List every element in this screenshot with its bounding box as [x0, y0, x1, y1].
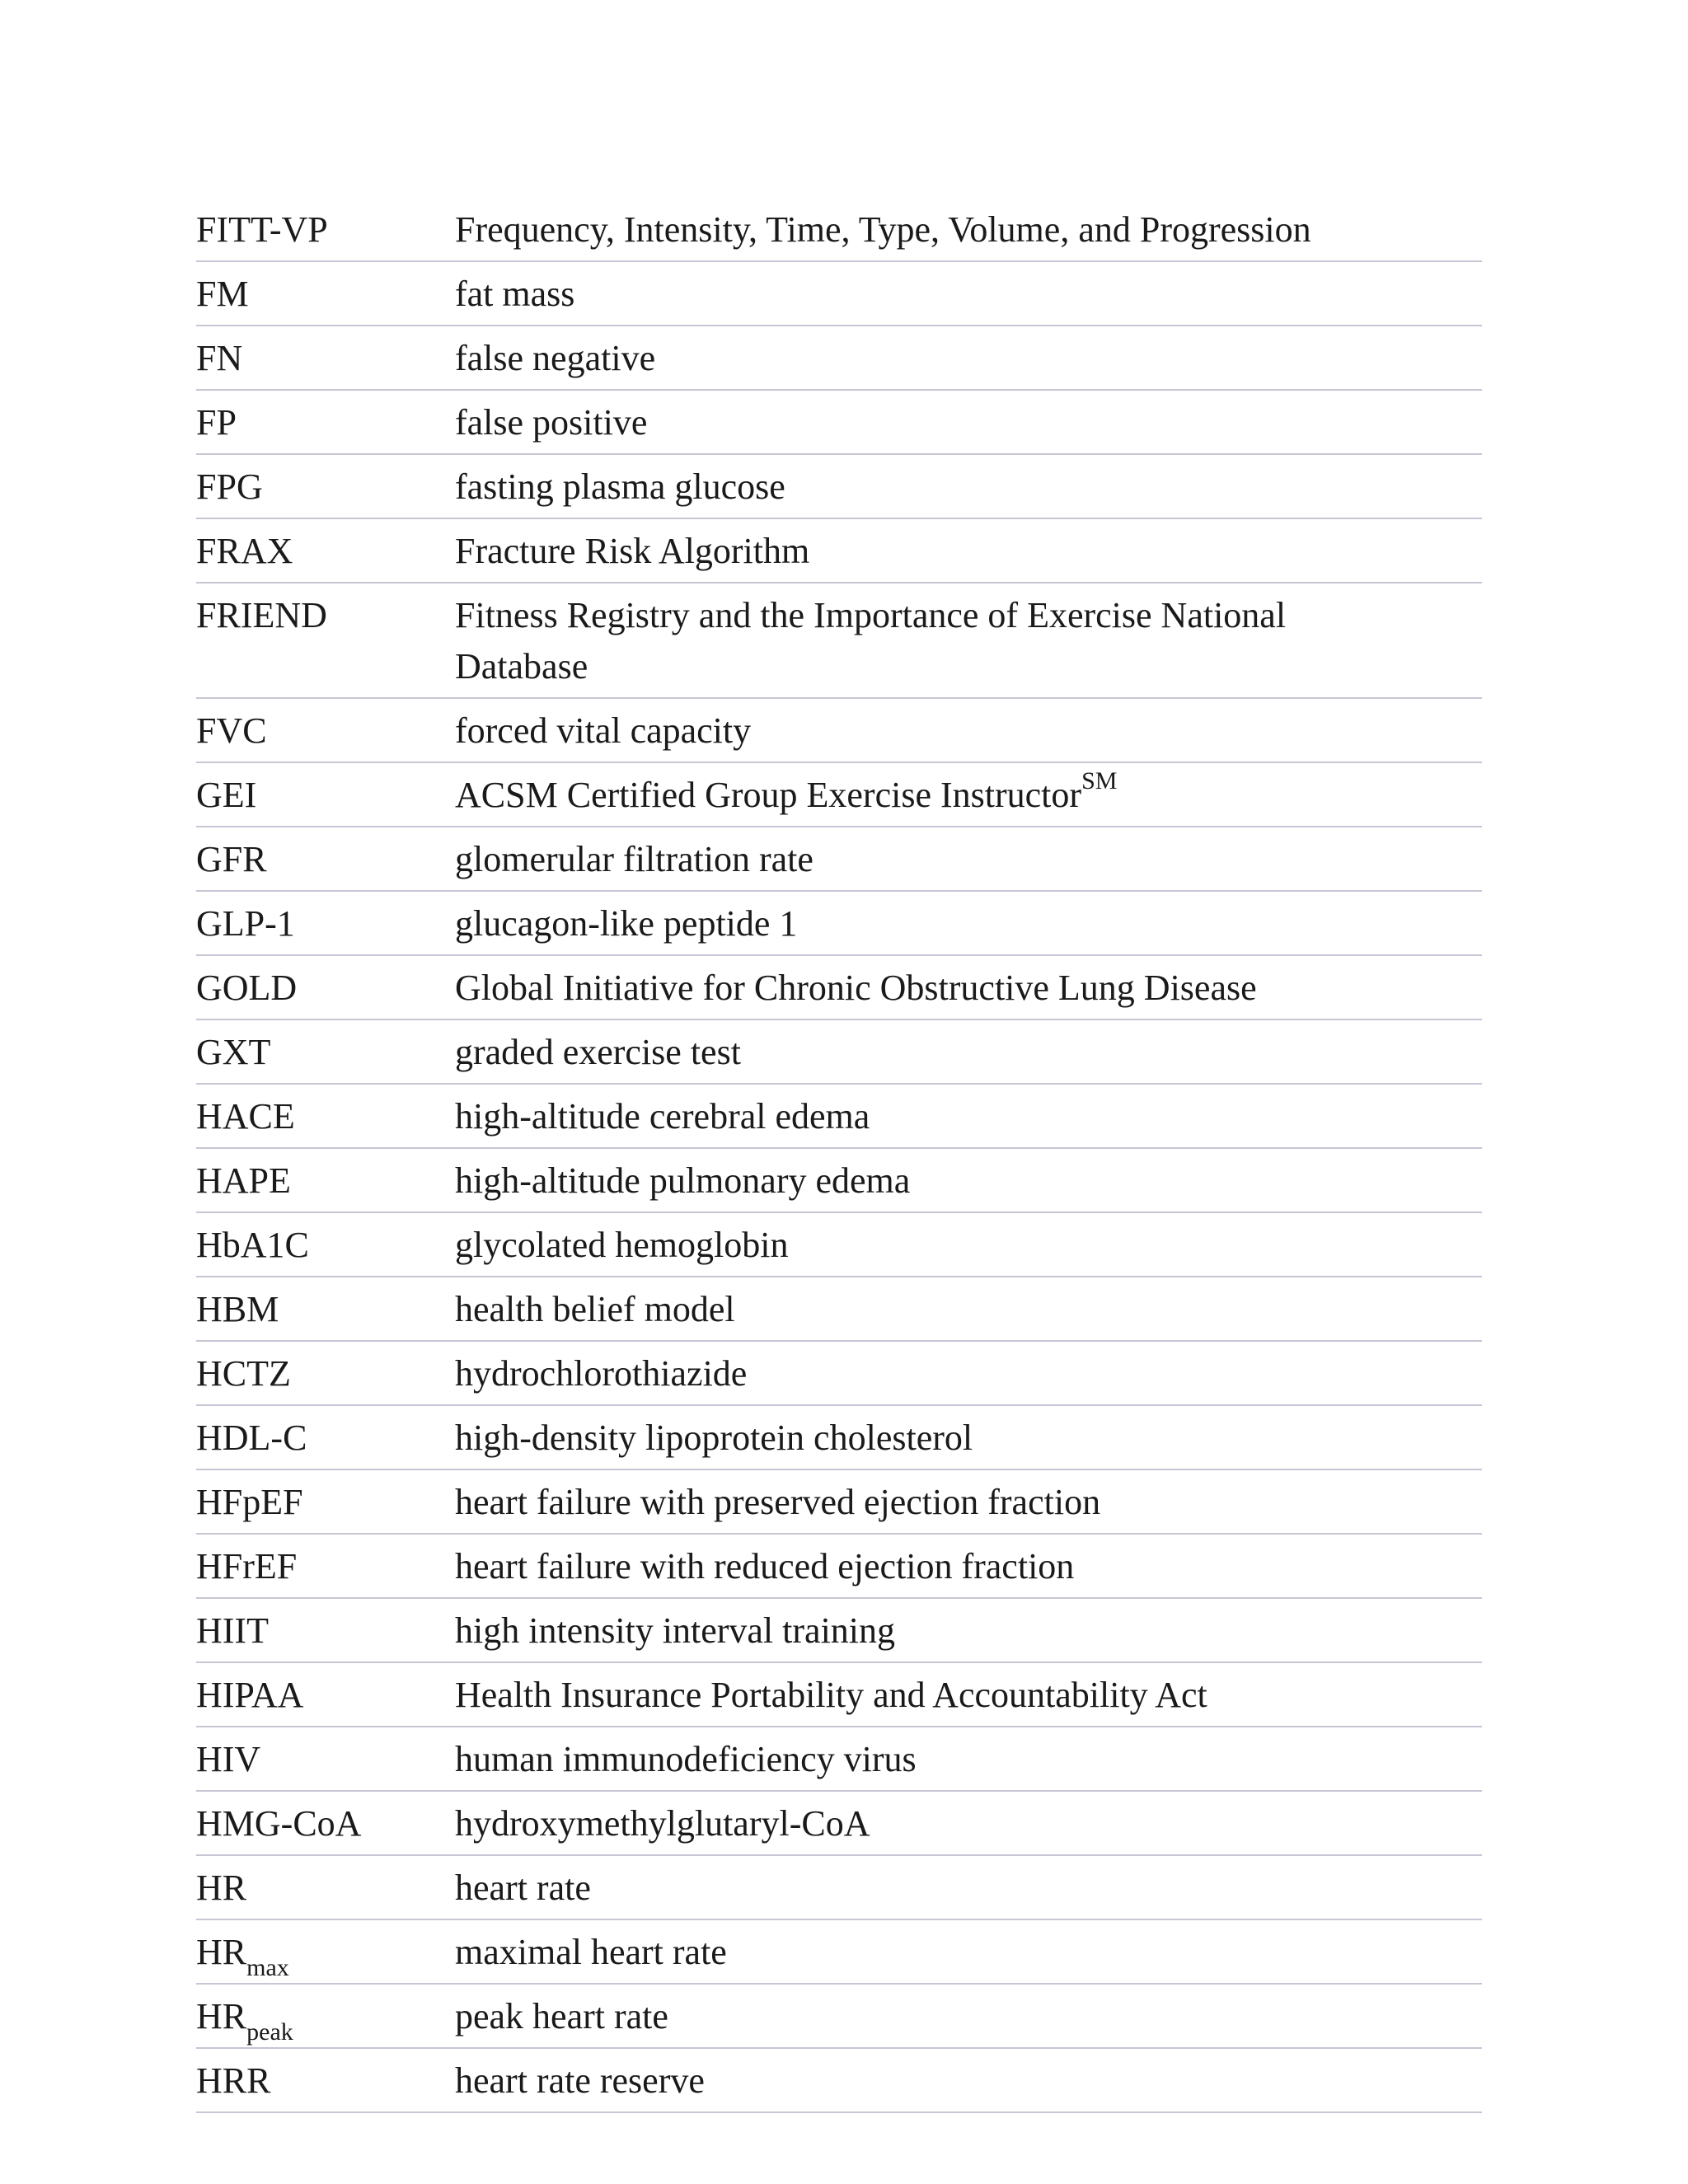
- definition: fasting plasma glucose: [455, 466, 785, 507]
- abbreviation: HRR: [196, 2060, 271, 2101]
- abbreviation: HbA1C: [196, 1225, 309, 1265]
- abbreviation: GFR: [196, 839, 267, 879]
- table-row: [196, 2049, 1482, 2113]
- definition: glycolated hemoglobin: [455, 1225, 789, 1265]
- table-row: [196, 1535, 1482, 1599]
- table-row: [196, 892, 1482, 956]
- abbreviation: HFrEF: [196, 1546, 298, 1586]
- table-row: [196, 1020, 1482, 1085]
- definition: heart failure with preserved ejection fraction: [455, 1482, 1101, 1522]
- definition: health belief model: [455, 1289, 735, 1329]
- table-row: [196, 1277, 1482, 1342]
- definition: glomerular filtration rate: [455, 839, 814, 879]
- table-row: [196, 763, 1482, 827]
- abbreviation: GOLD: [196, 968, 298, 1008]
- table-row: [196, 1856, 1482, 1920]
- definition: high-altitude pulmonary edema: [455, 1160, 911, 1201]
- table-row: [196, 1727, 1482, 1792]
- abbreviation: HDL-C: [196, 1418, 307, 1458]
- abbreviation: FITT-VP: [196, 209, 328, 250]
- abbreviation-subscript: peak: [246, 2018, 293, 2046]
- table-row: [196, 1792, 1482, 1856]
- abbreviation: HIIT: [196, 1610, 269, 1651]
- table-row: [196, 1406, 1482, 1470]
- table-row: [196, 583, 1482, 699]
- abbreviation: HFpEF: [196, 1482, 303, 1522]
- table-row: [196, 1920, 1482, 1985]
- definition: Global Initiative for Chronic Obstructive Lung Disease: [455, 968, 1257, 1008]
- table-row: [196, 262, 1482, 326]
- definition-text: ACSM Certified Group Exercise Instructor: [455, 775, 1082, 815]
- definition: forced vital capacity: [455, 710, 752, 751]
- service-mark: SM: [1081, 767, 1118, 795]
- abbreviation: [196, 1991, 455, 2046]
- table-row: [196, 391, 1482, 455]
- abbreviation: HIPAA: [196, 1675, 304, 1715]
- table-row: [196, 455, 1482, 519]
- definition: human immunodeficiency virus: [455, 1739, 917, 1779]
- abbreviation: HIV: [196, 1739, 261, 1779]
- definition: [455, 590, 1482, 692]
- abbreviation: GLP-1: [196, 903, 295, 944]
- table-row: [196, 519, 1482, 583]
- abbreviation: HACE: [196, 1096, 295, 1137]
- abbreviation: GEI: [196, 775, 257, 815]
- abbreviation: FN: [196, 338, 243, 378]
- definition: false positive: [455, 402, 648, 443]
- definition: Health Insurance Portability and Accountability Act: [455, 1675, 1207, 1715]
- abbreviation-subscript: max: [246, 1954, 289, 1981]
- table-row: [196, 1470, 1482, 1535]
- table-row: [196, 1985, 1482, 2049]
- abbreviation: FVC: [196, 710, 267, 751]
- table-row: [196, 1213, 1482, 1277]
- table-row: [196, 956, 1482, 1020]
- abbreviation: FP: [196, 402, 237, 443]
- definition: high-altitude cerebral edema: [455, 1096, 870, 1137]
- table-row: [196, 1663, 1482, 1727]
- abbreviation-base: HR: [196, 1996, 247, 2036]
- definition: heart failure with reduced ejection fraction: [455, 1546, 1075, 1586]
- abbreviation: HAPE: [196, 1160, 291, 1201]
- definition-line-2: Database: [455, 646, 588, 687]
- abbreviation: HCTZ: [196, 1353, 291, 1394]
- definition: fat mass: [455, 274, 575, 314]
- definition: graded exercise test: [455, 1032, 741, 1072]
- abbreviation: FRIEND: [196, 595, 327, 635]
- definition: [455, 767, 1482, 821]
- definition: hydrochlorothiazide: [455, 1353, 748, 1394]
- abbreviation-table: [196, 198, 1482, 2113]
- table-row: [196, 1342, 1482, 1406]
- definition: Frequency, Intensity, Time, Type, Volume, and Progression: [455, 209, 1311, 250]
- definition: peak heart rate: [455, 1996, 668, 2036]
- table-row: [196, 827, 1482, 892]
- abbreviation: FM: [196, 274, 249, 314]
- table-row: [196, 699, 1482, 763]
- definition: hydroxymethylglutaryl-CoA: [455, 1803, 870, 1844]
- definition-line-1: Fitness Registry and the Importance of Exercise National: [455, 595, 1287, 635]
- abbreviation: HBM: [196, 1289, 279, 1329]
- abbreviation: FRAX: [196, 531, 293, 571]
- definition: high intensity interval training: [455, 1610, 896, 1651]
- definition: glucagon-like peptide 1: [455, 903, 798, 944]
- definition: Fracture Risk Algorithm: [455, 531, 810, 571]
- definition: false negative: [455, 338, 656, 378]
- definition: maximal heart rate: [455, 1932, 727, 1972]
- table-row: [196, 198, 1482, 262]
- abbreviation: HR: [196, 1868, 247, 1908]
- table-row: [196, 1149, 1482, 1213]
- abbreviation-base: HR: [196, 1932, 247, 1972]
- abbreviation: HMG-CoA: [196, 1803, 362, 1844]
- table-row: [196, 1085, 1482, 1149]
- abbreviation: FPG: [196, 466, 263, 507]
- definition: high-density lipoprotein cholesterol: [455, 1418, 973, 1458]
- abbreviation: GXT: [196, 1032, 271, 1072]
- abbreviation: [196, 1927, 455, 1981]
- table-row: [196, 326, 1482, 391]
- table-row: [196, 1599, 1482, 1663]
- definition: heart rate reserve: [455, 2060, 705, 2101]
- definition: heart rate: [455, 1868, 591, 1908]
